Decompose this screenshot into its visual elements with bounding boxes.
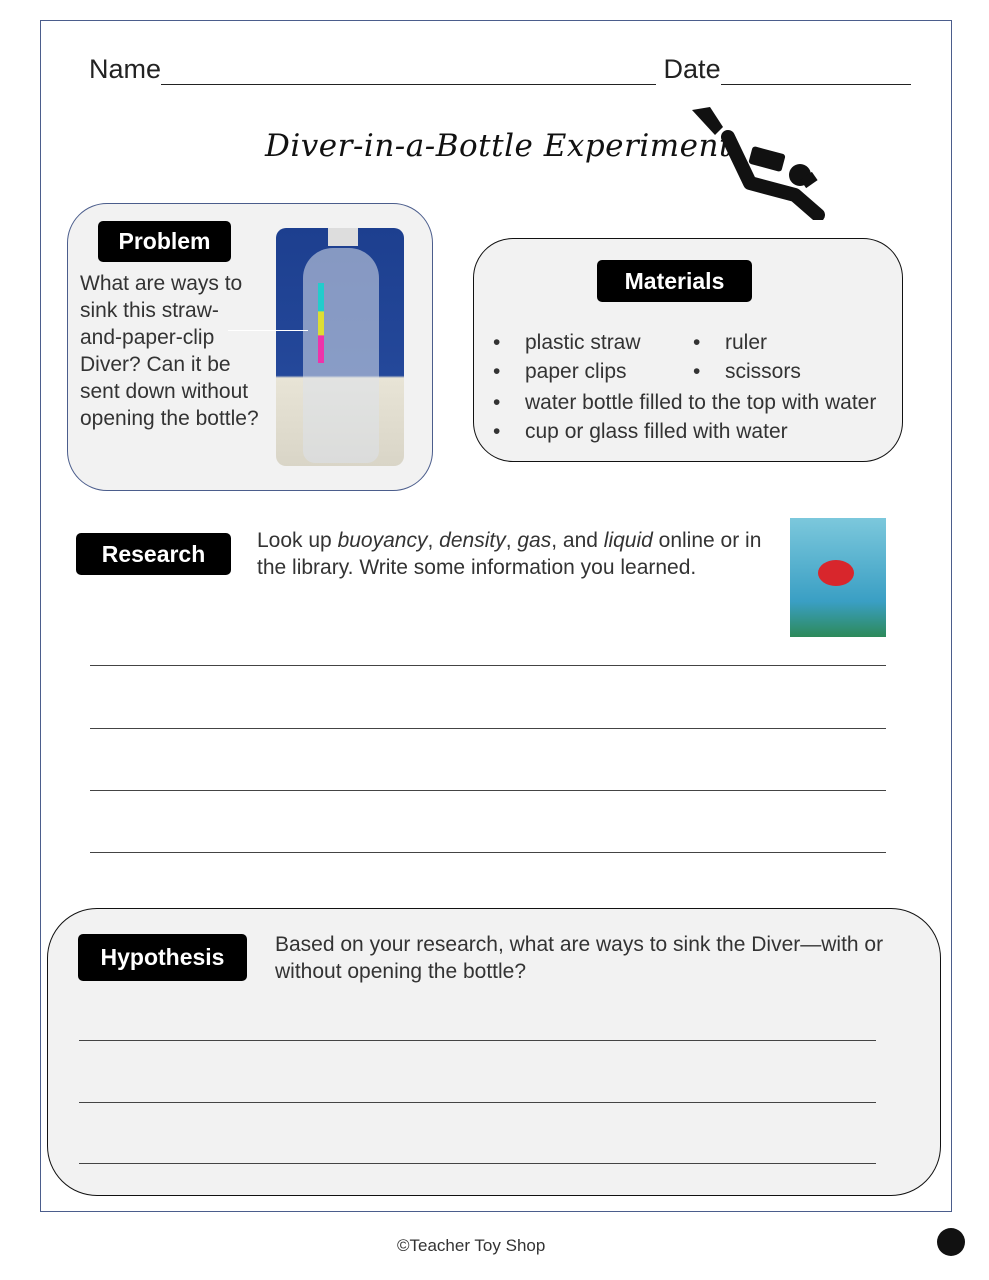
- research-text: Look up buoyancy, density, gas, and liquid online or in the library. Write some information you learned.: [257, 529, 762, 579]
- date-label: Date: [663, 54, 721, 84]
- submarine-illustration: [790, 518, 886, 637]
- problem-label: Problem: [98, 221, 231, 262]
- hypothesis-writing-line[interactable]: [79, 1102, 876, 1103]
- hypothesis-label: Hypothesis: [78, 934, 247, 981]
- teacher-toy-shop-logo: [937, 1228, 965, 1256]
- date-line[interactable]: [721, 58, 911, 85]
- page-title: Diver-in-a-Bottle Experiment: [265, 128, 732, 164]
- research-writing-line[interactable]: [90, 852, 886, 853]
- materials-list: [493, 328, 903, 446]
- hypothesis-writing-line[interactable]: [79, 1040, 876, 1041]
- research-writing-line[interactable]: [90, 728, 886, 729]
- scuba-diver-icon: [690, 105, 825, 220]
- hypothesis-writing-line[interactable]: [79, 1163, 876, 1164]
- material-item: • cup or glass filled with water: [493, 417, 903, 446]
- material-item: • ruler: [693, 328, 801, 357]
- arrow-pointer: [228, 330, 308, 331]
- name-field[interactable]: [89, 54, 911, 85]
- name-line[interactable]: [161, 58, 656, 85]
- material-item: • plastic straw: [493, 328, 693, 357]
- bottle-photo: [276, 228, 404, 466]
- copyright-text: ©Teacher Toy Shop: [397, 1236, 546, 1255]
- name-label: Name: [89, 54, 162, 84]
- bottle-cap: [328, 228, 358, 246]
- research-writing-line[interactable]: [90, 665, 886, 666]
- paperclip-diver: [318, 283, 324, 363]
- research-writing-line[interactable]: [90, 790, 886, 791]
- hypothesis-text: Based on your research, what are ways to sink the Diver—with or without opening the bottle?: [275, 933, 884, 983]
- material-item: • water bottle filled to the top with water: [493, 388, 903, 417]
- research-label: Research: [76, 533, 231, 575]
- bottle-shape: [303, 248, 379, 463]
- red-submarine: [818, 560, 854, 586]
- problem-text: What are ways to sink this straw-and-paper-clip Diver? Can it be sent down without opening the bottle?: [80, 272, 259, 430]
- material-item: • paper clips: [493, 357, 693, 386]
- materials-label: Materials: [597, 260, 752, 302]
- material-item: • scissors: [693, 357, 801, 386]
